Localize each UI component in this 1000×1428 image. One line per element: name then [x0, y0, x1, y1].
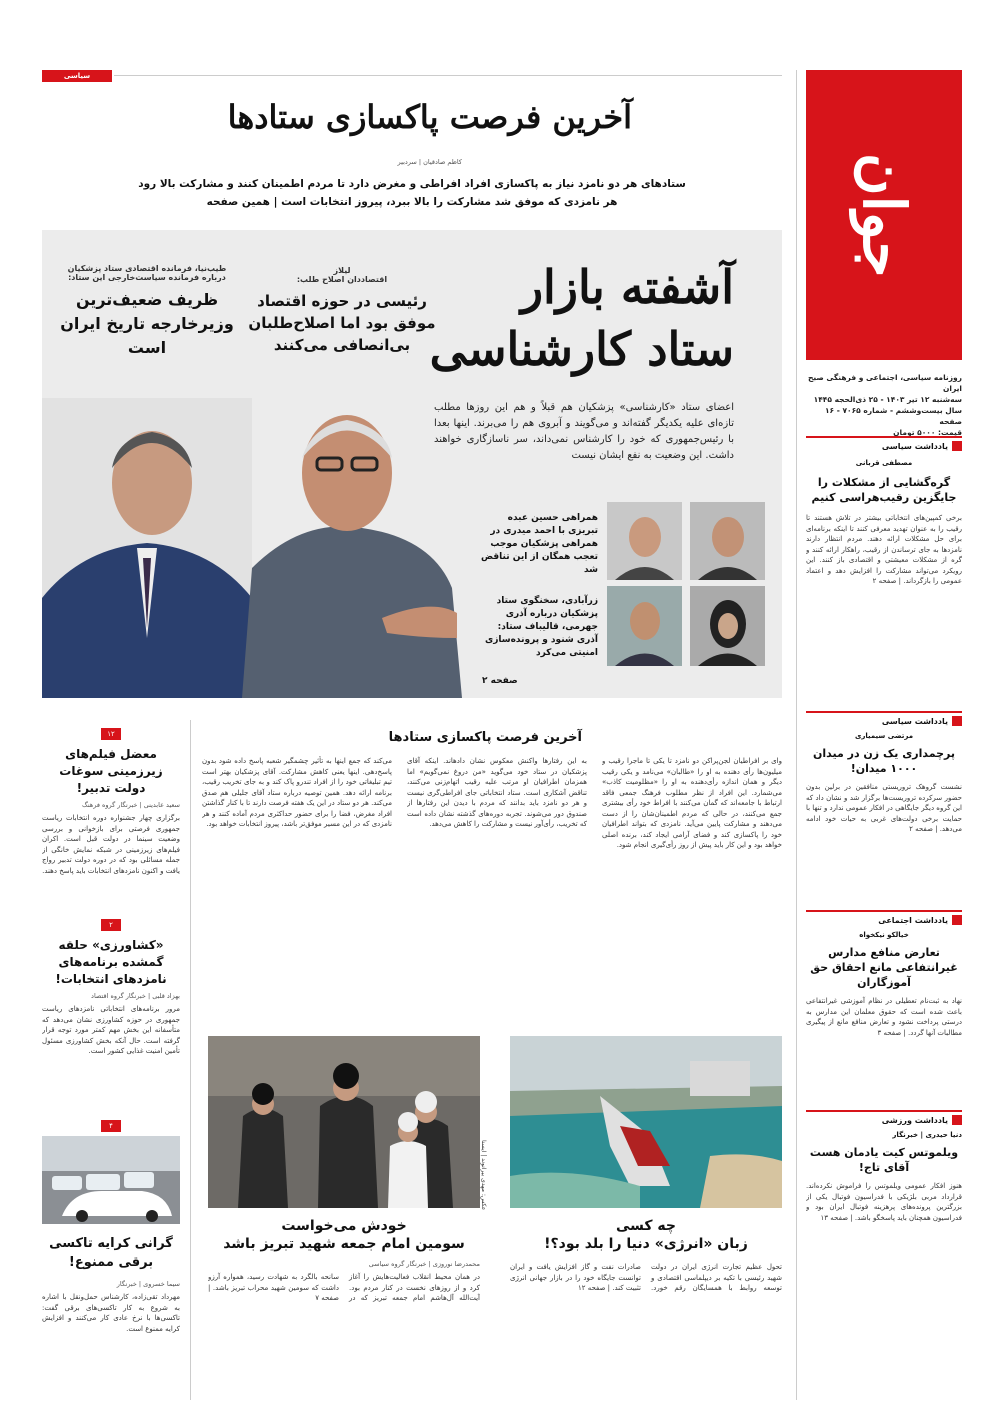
photo1-credit: عکس: مهدی بیرانوند | ایسنا — [480, 1140, 487, 1211]
feature-sub1[interactable]: همراهی حسین عبده تبریزی با احمد میدری در همراهی پزشکیان موجب تعجب همگان از این تناقض شد — [480, 513, 598, 575]
feature-page-ref[interactable]: صفحه ۲ — [482, 676, 518, 686]
portrait-tayebnia — [42, 398, 252, 698]
feature-headline-2[interactable]: ستاد کارشناسی — [429, 322, 734, 376]
oil-tanker-photo — [510, 1036, 782, 1208]
prayer-photo — [208, 1036, 480, 1208]
left-item2-body: مرور برنامه‌های انتخاباتی نامزدهای ریاست جمهوری در حوزه کشاورزی نشان می‌دهد که متأسفانه این بخش مهم کمتر مورد توجه قرار گرفته است. حال آنکه بخش کشاورزی مسئول تأمین امنیت غذایی کشور است. — [42, 1005, 180, 1055]
quote1-role: اقتصاددان اصلاح طلب: — [296, 275, 388, 284]
masthead-tagline-2: سه‌شنبه ۱۲ تیر ۱۴۰۳ - ۲۵ ذی‌الحجه ۱۴۴۵ — [813, 395, 962, 404]
right-item4-tag — [806, 1110, 962, 1125]
left-item1-body: برگزاری چهار جشنواره دوره انتخابات ریاست جمهوری فرصتی برای بازخوانی و بررسی وضعیت سینما در دولت قبل است. اکران فیلم‌های زیرزمینی در شبکه نمایش خانگی از جمله مسائلی بود که در دوره دولت تدبیر رواج یافت و اکنون نامزدهای انتخابات باید پاسخ دهند. — [42, 814, 180, 875]
column-divider — [796, 70, 797, 1400]
story1-author: محمدرضا نوروزی | خبرنگار گروه سیاسی — [368, 1260, 480, 1268]
right-item3-tag — [806, 910, 962, 925]
center-col3: می‌کند که جمع اینها به تأثیر چشمگیر شعبه پاسخ داده شود بدون پاسخ‌دهی. اینها یعنی کاهش مشارکت. آقای پزشکیان بهتر است تیم تبلیغاتی خود را از افراد تندرو پاک کند و به جای تخریب رقیب، برنامه ارائه دهد. همین توصیه درباره ستاد آقای جلیلی هم صدق می‌کند. هر دو ستاد در این یک هفته فرصت دارند تا با کنار گذاشتن افراد مغرض، فضا را برای حضور حداکثری مردم آماده کنند و هر نامزدی که در این مسیر موفق‌تر باشد، پیروز انتخابات خواهد بود. — [202, 757, 392, 828]
quote2 — [52, 264, 242, 360]
right-item2-tag — [806, 711, 962, 726]
portrait-small-2 — [607, 502, 682, 580]
right-item2-body: نشست گروهک تروریستی منافقین در برلین بدون حضور سرکرده تروریست‌ها برگزار شد و نشان داد که این گروه دیگر جایگاهی در افکار عمومی ندارد و تنها با حمایت برخی دولت‌های غربی به حیات خود ادامه می‌دهد. | صفحه ۲ — [806, 783, 962, 833]
story2-headline-1[interactable]: چه کسی — [615, 1218, 676, 1234]
portrait-laylaz — [232, 398, 462, 698]
center-col1: وای بر افراطیان لجن‌پراکن دو نامزد تا یکی تا ماجرا رقیب و میلیون‌ها رأی دهنده به او را «طالبان» می‌نامد و یکی رقیب دیگر و همان اندازه رأی‌دهنده به او را «مظلومیت کاذب» می‌شمارد. این افراد از نظر مطلوب فرهنگ جمعی فاقد ارتباط با جامعه‌اند که گمان می‌کنند با افراط خود رأی بیشتری جمع می‌کنند، در حالی که مردم اطمینان‌شان را از دست می‌دهند و مشارکت پایین می‌آید. نامزدی که بتواند اطرافیان خود را پاکسازی کند و فضای آرامی ایجاد کند، برنده اصلی خواهد بود و این کار باید پیش از روز رأی‌گیری انجام شود. — [602, 757, 782, 849]
story1-headline-2[interactable]: سومین امام جمعه شهید تبریز باشد — [223, 1236, 465, 1252]
left-item3-headline[interactable]: گرانی کرایه تاکسی برقی ممنوع! — [49, 1236, 173, 1270]
quote2-name: طیب‌نیا، فرمانده اقتصادی ستاد پزشکیان — [67, 264, 227, 273]
tag-label: یادداشت سیاسی — [881, 441, 948, 451]
portrait-small-3 — [690, 586, 765, 666]
left-item3-number: ۴ — [101, 1120, 121, 1132]
column-divider — [190, 720, 191, 1400]
tag-marker-icon — [952, 716, 962, 726]
top-section — [42, 70, 782, 230]
quote1 — [247, 266, 437, 356]
tag-label: یادداشت ورزشی — [881, 1115, 948, 1125]
taxi-photo — [42, 1136, 180, 1224]
tag-label: یادداشت سیاسی — [881, 716, 948, 726]
masthead-tagline-1: روزنامه سیاسی، اجتماعی و فرهنگی صبح ایران — [808, 373, 962, 393]
quote1-text[interactable]: رئیسی در حوزه اقتصاد موفق بود اما اصلاح‌طلبان بی‌انصافی می‌کنند — [248, 292, 436, 354]
right-item4-author: دنیا حیدری | خبرنگار — [892, 1131, 962, 1139]
top-headline[interactable]: آخرین فرصت پاکسازی ستادها — [227, 98, 632, 136]
tag-marker-icon — [952, 915, 962, 925]
portrait-small-4 — [607, 586, 682, 666]
right-item1-tag — [806, 436, 962, 451]
right-item1-body: برخی کمپین‌های انتخاباتی بیشتر در تلاش هستند تا رقیب را به عنوان تهدید معرفی کنند تا اینکه برنامه‌ای برای حل مشکلات ارائه دهند. مردم انتظار دارند نامزدها به جای ترساندن از رقیب، راهکار ارائه کنند و گره از مشکلات معیشتی و اقتصادی باز کنند. این رویکرد می‌تواند مشارکت را افزایش دهد و اعتماد عمومی را بازگرداند. | صفحه ۲ — [806, 514, 962, 585]
top-author: کاظم صادقیان | سردبیر — [397, 158, 462, 166]
quote2-role: درباره فرمانده سیاست‌خارجی این ستاد: — [68, 273, 226, 282]
left-item3-body: مهرداد تقی‌زاده، کارشناس حمل‌ونقل با اشاره به شروع به کار تاکسی‌های برقی گفت: تاکسی‌ها با نرخ عادی کار می‌کنند و افزایش کرایه ممنوع است. — [42, 1293, 180, 1333]
left-item2-headline[interactable]: «کشاورزی» حلقه گمشده برنامه‌های نامزدهای انتخابات! — [55, 938, 167, 986]
right-item3-headline[interactable]: تعارض منافع مدارس غیرانتفاعی مانع احقاق حق آموزگاران — [810, 946, 958, 989]
left-item1-headline[interactable]: معضل فیلم‌های زیرزمینی سوغات دولت تدبیر! — [59, 747, 163, 795]
top-subhead-2: هر نامزدی که موفق شد مشارکت را بالا ببرد، پیروز انتخابات است | همین صفحه — [206, 196, 618, 208]
center-col2: به این رفتارها واکنش معکوس نشان دادهاند. اینکه آقای پزشکیان در ستاد خود می‌گوید «من دروغ نمی‌گویم» اما همزمان اطرافیان او مرتب علیه رقیب اتهام‌زنی می‌کنند، تناقض آشکاری است. ستاد انتخاباتی جای افراطی‌گری نیست و هر دو نامزد باید بدانند که مردم با دیدن این رفتارها از صندوق دور می‌شوند. تجربه دوره‌های گذشته نشان داده است که تخریب، رأی‌آور نیست و مشارکت را کاهش می‌دهد. — [407, 757, 587, 828]
masthead — [806, 70, 962, 362]
portrait-small-1 — [690, 502, 765, 580]
feature-box — [42, 230, 782, 698]
quote1-name: لیلاز — [333, 266, 351, 275]
story1-headline-1[interactable]: خودش می‌خواست — [281, 1218, 407, 1234]
tag-marker-icon — [952, 441, 962, 451]
story1 — [208, 1218, 480, 1384]
right-item2-headline[interactable]: پرچمداری یک زن در میدان ۱۰۰۰ میدان! — [812, 747, 956, 775]
left-item1-author: سعید عابدینی | خبرنگار گروه فرهنگ — [82, 801, 180, 809]
left-item3-author: سیما خسروی | خبرنگار — [116, 1280, 180, 1288]
story2 — [510, 1218, 782, 1386]
left-item2-number: ۲ — [101, 919, 121, 931]
right-item1-headline[interactable]: گره‌گشایی از مشکلات را جایگزین رقیب‌هراسی کنیم — [811, 476, 957, 504]
center-article — [202, 730, 782, 1020]
feature-sub2[interactable]: زرآبادی، سخنگوی ستاد پزشکیان درباره آذری جهرمی، قالیباف ستاد: آذری شنود و پرونده‌سازی امنیتی می‌کرد — [484, 596, 598, 658]
masthead-info — [806, 372, 962, 438]
feature-body: اعضای ستاد «کارشناسی» پزشکیان هم قبلاً و هم این روزها مطلب تازه‌ای علیه یکدیگر گفته‌اند و می‌گویند و آبروی هم را می‌برند. اینها بعدا با رئیس‌جمهوری که خود را کارشناس نمی‌داند، سر ناسازگاری خواهند داشت. این وضعیت به نفع ایشان نیست — [434, 402, 734, 461]
masthead-price: قیمت: ۵۰۰۰ تومان — [893, 428, 962, 437]
right-item3-body: نهاد به ثبت‌نام تعطیلی در نظام آموزشی غیرانتفاعی باعث شده است که حقوق معلمان این مدارس به درستی پرداخت نشود و تعارض منافع مانع از پیگیری مطالبات آنها گردد. | صفحه ۳ — [806, 997, 962, 1037]
masthead-logo: جوان — [806, 70, 962, 360]
right-item4-body: هنوز افکار عمومی ویلموتس را فراموش نکرده‌اند. قرارداد مربی بلژیکی با فدراسیون فوتبال یکی از بزرگترین پرونده‌های پرهزینه فوتبال ایران بود و فدراسیون همچنان باید پاسخگو باشد. | صفحه ۱۳ — [806, 1182, 962, 1222]
right-item2-author: مرتضی سیمیاری — [854, 732, 914, 740]
feature-headline-1[interactable]: آشفته بازار — [520, 260, 734, 314]
left-item2-author: بهزاد قلبی | خبرنگار گروه اقتصاد — [91, 992, 180, 1000]
left-column — [42, 728, 180, 1400]
tag-marker-icon — [952, 1115, 962, 1125]
right-item4-headline[interactable]: ویلموتس کیت یادمان هست آقای تاج! — [809, 1146, 959, 1174]
story2-headline-2[interactable]: زبان «انرژی» دنیا را بلد بود؟! — [544, 1236, 748, 1252]
story2-body: تحول عظیم تجارت انرژی ایران در دولت شهید رئیسی با تکیه بر دیپلماسی اقتصادی و توسعه روابط با همسایگان رقم خورد. صادرات نفت و گاز افزایش یافت و ایران توانست جایگاه خود را در بازار جهانی انرژی تثبیت کند. | صفحه ۱۲ — [510, 1263, 782, 1292]
story1-body: در همان محیط انقلاب فعالیت‌هایش را آغاز کرد و از روزهای نخست در کنار مردم بود. آیت‌الله آل‌هاشم امام جمعه تبریز که در سانحه بالگرد به شهادت رسید، همواره آرزو داشت که سومین شهید محراب تبریز باشد. | صفحه ۷ — [208, 1273, 480, 1302]
right-column — [806, 436, 962, 1396]
section-topline — [114, 75, 782, 76]
section-tag: سیاسی — [42, 70, 112, 82]
center-headline[interactable]: آخرین فرصت پاکسازی ستادها — [388, 730, 582, 745]
right-item3-author: خیالکو نیکخواه — [859, 931, 909, 939]
left-item1-number: ۱۲ — [101, 728, 121, 740]
right-item1-author: مصطفی قربانی — [855, 459, 913, 467]
quote2-text[interactable]: ظریف ضعیف‌ترین وزیرخارجه تاریخ ایران است — [60, 290, 234, 357]
top-subhead-1: ستادهای هر دو نامزد نیاز به پاکسازی افراد افراطی و مغرض دارد تا مردم اطمینان کنند و مشارکت بالا رود — [138, 178, 686, 190]
tag-label: یادداشت اجتماعی — [878, 915, 948, 925]
masthead-tagline-3: سال بیست‌وششم - شماره ۷۰۶۵ - ۱۶ صفحه — [824, 406, 962, 426]
